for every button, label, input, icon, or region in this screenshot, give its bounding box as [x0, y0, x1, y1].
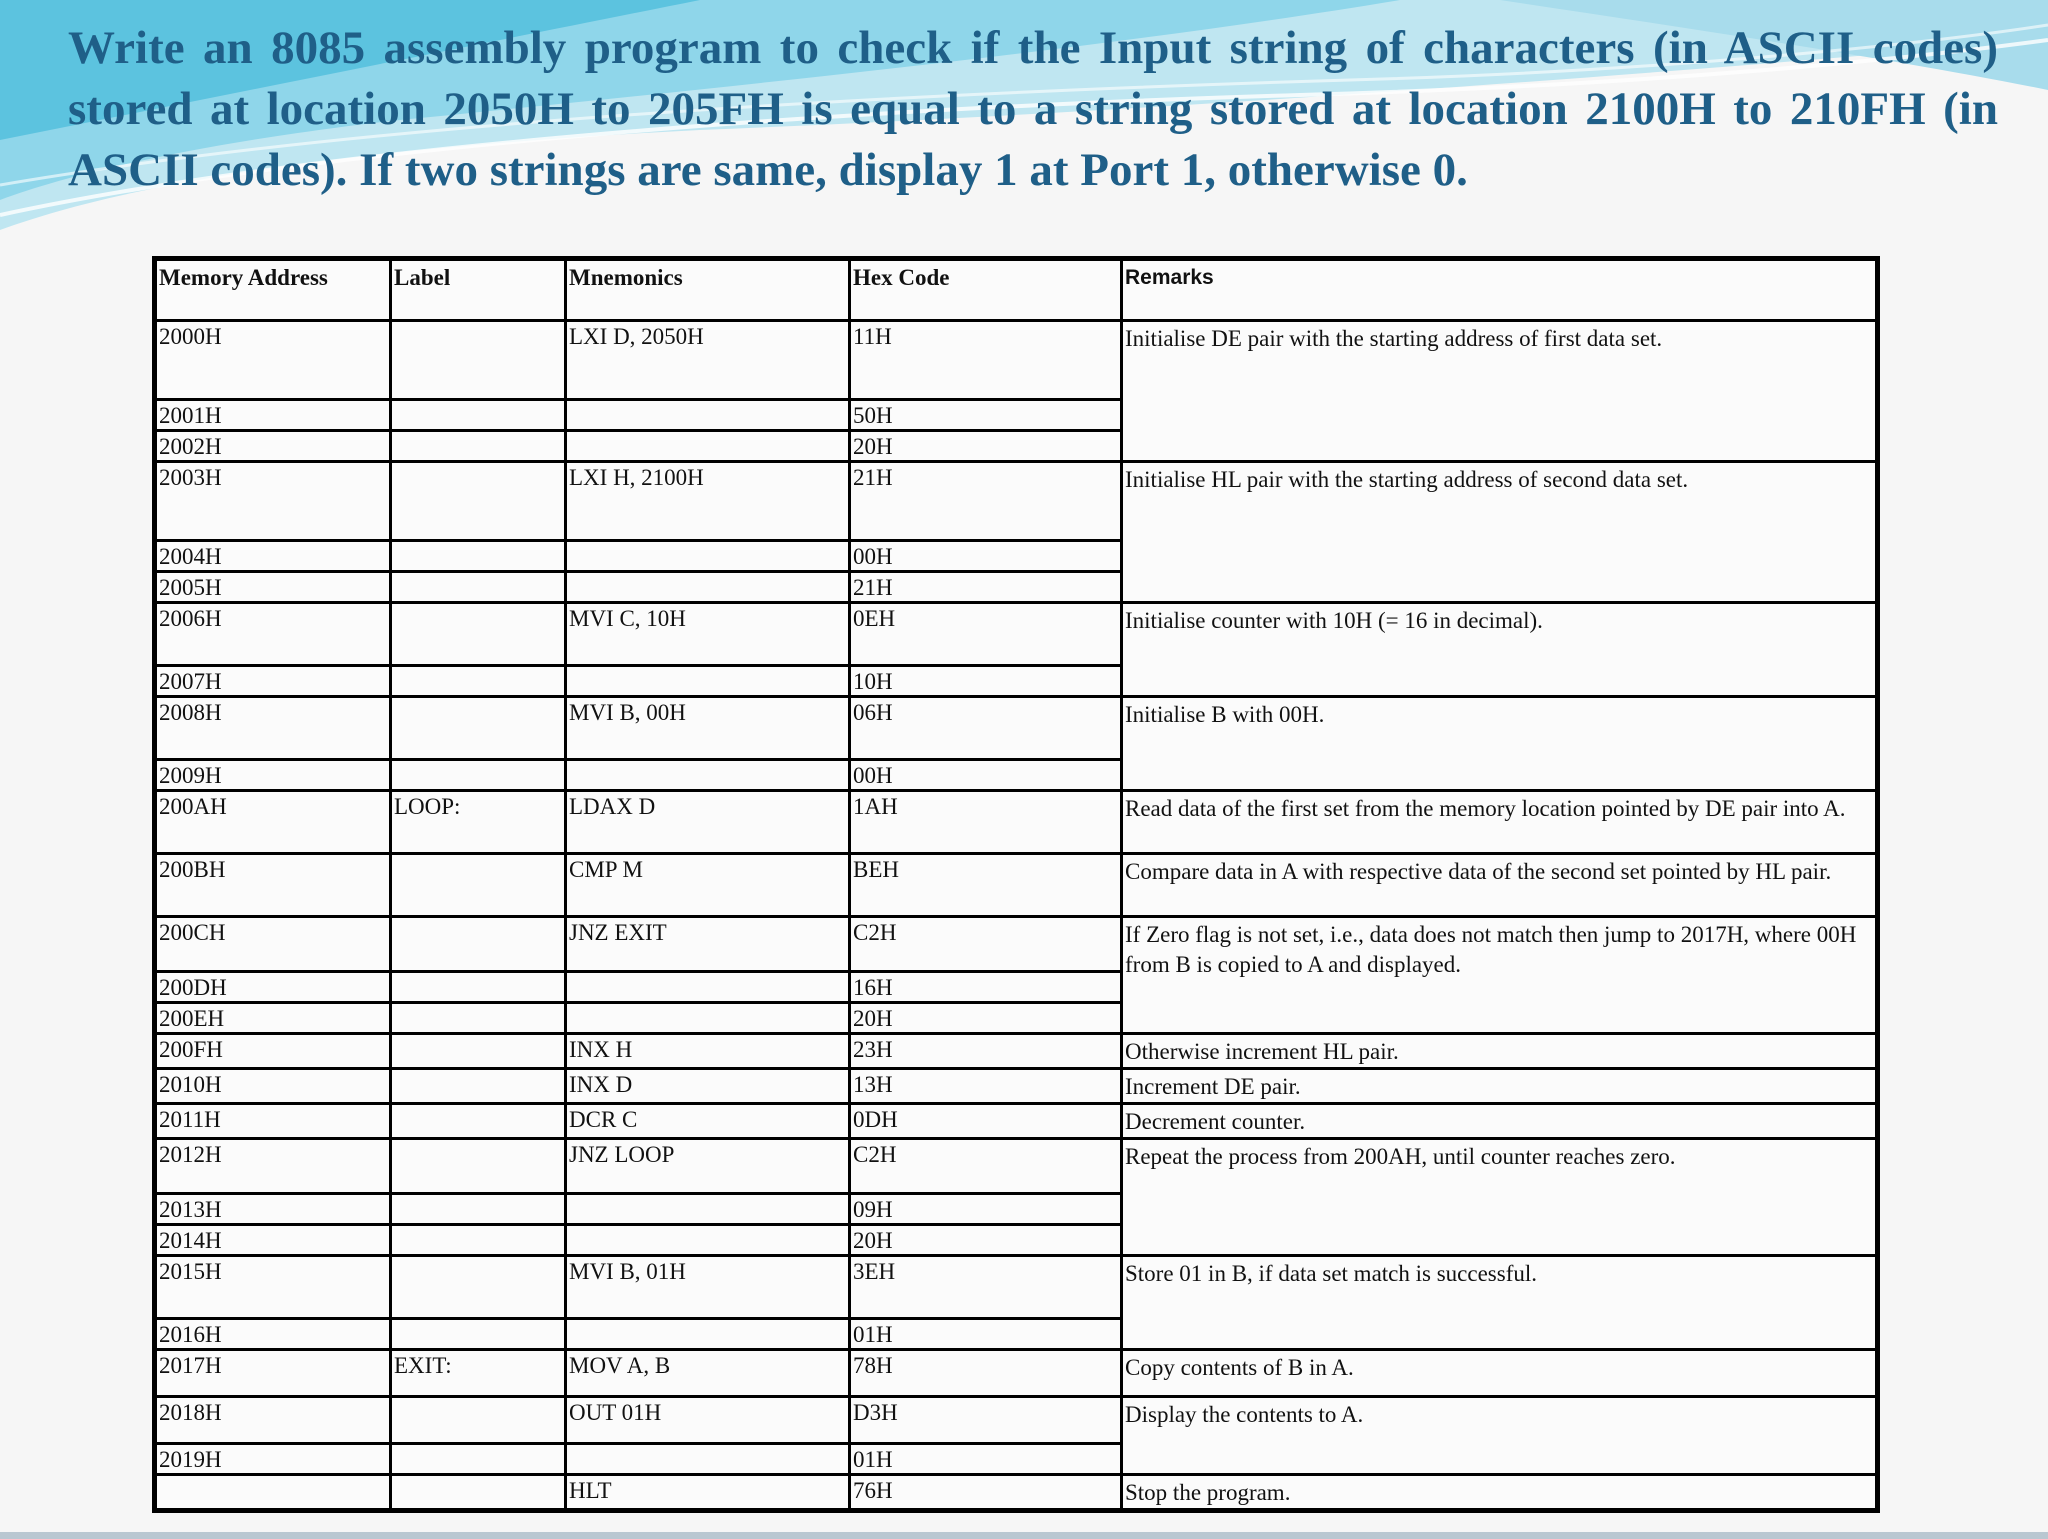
remark-cell: Store 01 in B, if data set match is successful.: [1122, 1256, 1878, 1350]
mnemonic-cell: JNZ LOOP: [566, 1139, 850, 1194]
hex-code-cell: 20H: [850, 431, 1122, 462]
label-cell: [391, 1069, 566, 1104]
address-cell: 2018H: [155, 1397, 391, 1444]
table-row: [155, 1397, 1878, 1444]
mnemonic-cell: [566, 1194, 850, 1225]
mnemonic-cell: DCR C: [566, 1104, 850, 1139]
remark-cell: If Zero flag is not set, i.e., data does not match then jump to 2017H, where 00H from B is copied to A and displayed.: [1122, 917, 1878, 1034]
mnemonic-cell: [566, 666, 850, 697]
label-cell: [391, 1034, 566, 1069]
label-cell: [391, 972, 566, 1003]
address-cell: 200EH: [155, 1003, 391, 1034]
mnemonic-cell: LXI H, 2100H: [566, 462, 850, 541]
label-cell: [391, 1397, 566, 1444]
table-row: [155, 321, 1878, 400]
mnemonic-cell: [566, 1225, 850, 1256]
remark-cell: Compare data in A with respective data of the second set pointed by HL pair.: [1122, 854, 1878, 917]
table-row: [155, 462, 1878, 541]
address-cell: 2010H: [155, 1069, 391, 1104]
address-cell: 2012H: [155, 1139, 391, 1194]
hex-code-cell: 20H: [850, 1225, 1122, 1256]
header-memory-address: Memory Address: [155, 259, 391, 321]
address-cell: 2019H: [155, 1444, 391, 1475]
mnemonic-cell: [566, 572, 850, 603]
remark-cell: Decrement counter.: [1122, 1104, 1878, 1139]
label-cell: [391, 1225, 566, 1256]
label-cell: [391, 431, 566, 462]
label-cell: [391, 1003, 566, 1034]
remark-cell: Copy contents of B in A.: [1122, 1350, 1878, 1397]
address-cell: 2000H: [155, 321, 391, 400]
hex-code-cell: 0EH: [850, 603, 1122, 666]
label-cell: [391, 917, 566, 972]
header-label: Label: [391, 259, 566, 321]
address-cell: 2006H: [155, 603, 391, 666]
address-cell: 2004H: [155, 541, 391, 572]
mnemonic-cell: [566, 541, 850, 572]
mnemonic-cell: INX H: [566, 1034, 850, 1069]
mnemonic-cell: MVI B, 01H: [566, 1256, 850, 1319]
address-cell: 2007H: [155, 666, 391, 697]
address-cell: 200AH: [155, 791, 391, 854]
label-cell: LOOP:: [391, 791, 566, 854]
label-cell: [391, 572, 566, 603]
hex-code-cell: 00H: [850, 760, 1122, 791]
table-row: [155, 603, 1878, 666]
table-row: [155, 1256, 1878, 1319]
address-cell: 2011H: [155, 1104, 391, 1139]
hex-code-cell: 13H: [850, 1069, 1122, 1104]
slide-title: Write an 8085 assembly program to check if the Input string of characters (in ASCII codes) stored at location 2050H to 205FH is equal to a string stored at location 2100H to 210FH (in ASCII codes). If two strings are same, display 1 at Port 1, otherwise 0.: [68, 22, 1998, 196]
label-cell: [391, 462, 566, 541]
hex-code-cell: 09H: [850, 1194, 1122, 1225]
label-cell: EXIT:: [391, 1350, 566, 1397]
table-row: [155, 854, 1878, 917]
label-cell: [391, 697, 566, 760]
table-row: [155, 1104, 1878, 1139]
label-cell: [391, 1104, 566, 1139]
label-cell: [391, 321, 566, 400]
label-cell: [391, 1256, 566, 1319]
mnemonic-cell: OUT 01H: [566, 1397, 850, 1444]
table-row: [155, 697, 1878, 760]
hex-code-cell: C2H: [850, 917, 1122, 972]
hex-code-cell: 0DH: [850, 1104, 1122, 1139]
hex-code-cell: 01H: [850, 1444, 1122, 1475]
table-row: [155, 917, 1878, 972]
mnemonic-cell: CMP M: [566, 854, 850, 917]
address-cell: 200CH: [155, 917, 391, 972]
remark-cell: Otherwise increment HL pair.: [1122, 1034, 1878, 1069]
hex-code-cell: 00H: [850, 541, 1122, 572]
remark-cell: Initialise counter with 10H (= 16 in decimal).: [1122, 603, 1878, 697]
hex-code-cell: 21H: [850, 462, 1122, 541]
label-cell: [391, 666, 566, 697]
address-cell: 2003H: [155, 462, 391, 541]
remark-cell: Increment DE pair.: [1122, 1069, 1878, 1104]
label-cell: [391, 1475, 566, 1511]
mnemonic-cell: JNZ EXIT: [566, 917, 850, 972]
mnemonic-cell: HLT: [566, 1475, 850, 1511]
header-mnemonics: Mnemonics: [566, 259, 850, 321]
assembly-program-table: [152, 256, 1880, 1513]
address-cell: 2015H: [155, 1256, 391, 1319]
remark-cell: Display the contents to A.: [1122, 1397, 1878, 1475]
label-cell: [391, 1139, 566, 1194]
table-body: [155, 321, 1878, 1511]
label-cell: [391, 760, 566, 791]
mnemonic-cell: MVI C, 10H: [566, 603, 850, 666]
hex-code-cell: C2H: [850, 1139, 1122, 1194]
hex-code-cell: 23H: [850, 1034, 1122, 1069]
address-cell: 2002H: [155, 431, 391, 462]
address-cell: 2005H: [155, 572, 391, 603]
header-hex-code: Hex Code: [850, 259, 1122, 321]
table-row: [155, 1475, 1878, 1511]
mnemonic-cell: [566, 1319, 850, 1350]
table-row: [155, 1069, 1878, 1104]
mnemonic-cell: LDAX D: [566, 791, 850, 854]
slide-bottom-border: [0, 1532, 2048, 1539]
mnemonic-cell: [566, 431, 850, 462]
hex-code-cell: 3EH: [850, 1256, 1122, 1319]
address-cell: 2001H: [155, 400, 391, 431]
label-cell: [391, 541, 566, 572]
address-cell: 200BH: [155, 854, 391, 917]
address-cell: 2014H: [155, 1225, 391, 1256]
label-cell: [391, 603, 566, 666]
remark-cell: Initialise B with 00H.: [1122, 697, 1878, 791]
address-cell: 2008H: [155, 697, 391, 760]
table-header-row: [155, 259, 1878, 321]
address-cell: 2017H: [155, 1350, 391, 1397]
address-cell: 200DH: [155, 972, 391, 1003]
hex-code-cell: 1AH: [850, 791, 1122, 854]
table-row: [155, 1139, 1878, 1194]
hex-code-cell: 01H: [850, 1319, 1122, 1350]
hex-code-cell: 10H: [850, 666, 1122, 697]
hex-code-cell: 50H: [850, 400, 1122, 431]
label-cell: [391, 854, 566, 917]
label-cell: [391, 1444, 566, 1475]
address-cell: 2016H: [155, 1319, 391, 1350]
label-cell: [391, 1319, 566, 1350]
mnemonic-cell: INX D: [566, 1069, 850, 1104]
mnemonic-cell: [566, 760, 850, 791]
address-cell: [155, 1475, 391, 1511]
label-cell: [391, 1194, 566, 1225]
address-cell: 2009H: [155, 760, 391, 791]
mnemonic-cell: [566, 972, 850, 1003]
remark-cell: Initialise DE pair with the starting address of first data set.: [1122, 321, 1878, 462]
label-cell: [391, 400, 566, 431]
table-row: [155, 1034, 1878, 1069]
mnemonic-cell: [566, 1003, 850, 1034]
table-row: [155, 1350, 1878, 1397]
hex-code-cell: D3H: [850, 1397, 1122, 1444]
mnemonic-cell: LXI D, 2050H: [566, 321, 850, 400]
address-cell: 200FH: [155, 1034, 391, 1069]
header-remarks: Remarks: [1122, 259, 1878, 321]
mnemonic-cell: MOV A, B: [566, 1350, 850, 1397]
hex-code-cell: 11H: [850, 321, 1122, 400]
hex-code-cell: 06H: [850, 697, 1122, 760]
mnemonic-cell: MVI B, 00H: [566, 697, 850, 760]
hex-code-cell: 76H: [850, 1475, 1122, 1511]
mnemonic-cell: [566, 400, 850, 431]
remark-cell: Read data of the first set from the memory location pointed by DE pair into A.: [1122, 791, 1878, 854]
hex-code-cell: 21H: [850, 572, 1122, 603]
table-row: [155, 791, 1878, 854]
hex-code-cell: 16H: [850, 972, 1122, 1003]
address-cell: 2013H: [155, 1194, 391, 1225]
remark-cell: Initialise HL pair with the starting address of second data set.: [1122, 462, 1878, 603]
hex-code-cell: 20H: [850, 1003, 1122, 1034]
mnemonic-cell: [566, 1444, 850, 1475]
hex-code-cell: BEH: [850, 854, 1122, 917]
remark-cell: Repeat the process from 200AH, until counter reaches zero.: [1122, 1139, 1878, 1256]
hex-code-cell: 78H: [850, 1350, 1122, 1397]
remark-cell: Stop the program.: [1122, 1475, 1878, 1511]
